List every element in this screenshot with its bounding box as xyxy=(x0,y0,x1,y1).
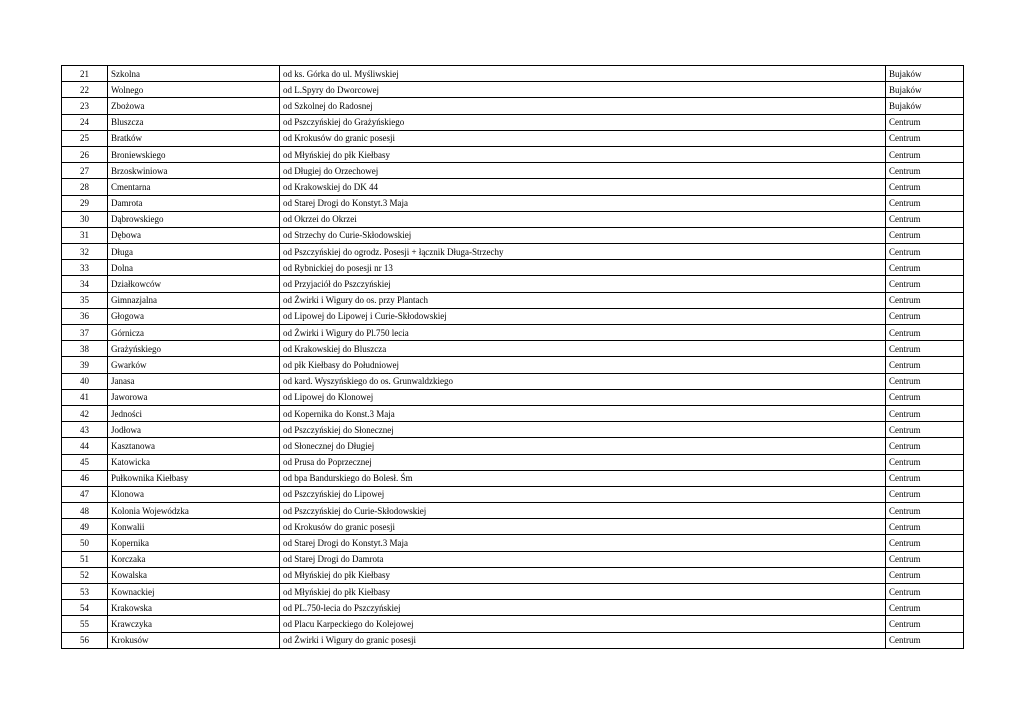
table-row xyxy=(62,616,964,632)
district-cell: Centrum xyxy=(886,325,964,341)
street-range-cell: od Placu Karpeckiego do Kolejowej xyxy=(280,616,886,632)
table-row xyxy=(62,276,964,292)
street-name-cell: Kownackiej xyxy=(108,584,280,600)
district-cell: Centrum xyxy=(886,438,964,454)
table-row xyxy=(62,405,964,421)
street-name-cell: Klonowa xyxy=(108,486,280,502)
district-cell: Bujaków xyxy=(886,82,964,98)
district-cell: Centrum xyxy=(886,195,964,211)
street-range-cell: od Pszczyńskiej do Słonecznej xyxy=(280,422,886,438)
street-name-cell: Krokusów xyxy=(108,632,280,648)
row-number-cell: 47 xyxy=(62,486,108,502)
street-name-cell: Grażyńskiego xyxy=(108,341,280,357)
row-number-cell: 27 xyxy=(62,163,108,179)
street-range-cell: od Prusa do Poprzecznej xyxy=(280,454,886,470)
row-number-cell: 53 xyxy=(62,584,108,600)
table-row xyxy=(62,130,964,146)
row-number-cell: 21 xyxy=(62,66,108,82)
table-row xyxy=(62,66,964,82)
street-range-cell: od Młyńskiej do płk Kiełbasy xyxy=(280,146,886,162)
district-cell: Centrum xyxy=(886,276,964,292)
row-number-cell: 37 xyxy=(62,325,108,341)
row-number-cell: 34 xyxy=(62,276,108,292)
row-number-cell: 24 xyxy=(62,114,108,130)
street-name-cell: Gimnazjalna xyxy=(108,292,280,308)
street-range-cell: od Pszczyńskiej do Grażyńskiego xyxy=(280,114,886,130)
district-cell: Centrum xyxy=(886,535,964,551)
street-name-cell: Dębowa xyxy=(108,227,280,243)
street-range-cell: od Lipowej do Lipowej i Curie-Skłodowskiej xyxy=(280,308,886,324)
district-cell: Bujaków xyxy=(886,66,964,82)
table-row xyxy=(62,179,964,195)
row-number-cell: 28 xyxy=(62,179,108,195)
table-row xyxy=(62,227,964,243)
district-cell: Centrum xyxy=(886,486,964,502)
row-number-cell: 29 xyxy=(62,195,108,211)
row-number-cell: 26 xyxy=(62,146,108,162)
row-number-cell: 52 xyxy=(62,567,108,583)
district-cell: Centrum xyxy=(886,616,964,632)
district-cell: Centrum xyxy=(886,422,964,438)
table-row xyxy=(62,325,964,341)
street-range-cell: od Krakowskiej do Bluszcza xyxy=(280,341,886,357)
street-name-cell: Damrota xyxy=(108,195,280,211)
street-name-cell: Działkowców xyxy=(108,276,280,292)
street-name-cell: Głogowa xyxy=(108,308,280,324)
row-number-cell: 50 xyxy=(62,535,108,551)
table-row xyxy=(62,503,964,519)
street-range-cell: od L.Spyry do Dworcowej xyxy=(280,82,886,98)
row-number-cell: 25 xyxy=(62,130,108,146)
district-cell: Centrum xyxy=(886,227,964,243)
district-cell: Centrum xyxy=(886,163,964,179)
district-cell: Centrum xyxy=(886,179,964,195)
district-cell: Centrum xyxy=(886,130,964,146)
district-cell: Centrum xyxy=(886,244,964,260)
district-cell: Centrum xyxy=(886,211,964,227)
row-number-cell: 43 xyxy=(62,422,108,438)
row-number-cell: 35 xyxy=(62,292,108,308)
row-number-cell: 22 xyxy=(62,82,108,98)
table-row xyxy=(62,567,964,583)
street-name-cell: Kasztanowa xyxy=(108,438,280,454)
row-number-cell: 48 xyxy=(62,503,108,519)
row-number-cell: 41 xyxy=(62,389,108,405)
district-cell: Centrum xyxy=(886,600,964,616)
table-row xyxy=(62,82,964,98)
row-number-cell: 56 xyxy=(62,632,108,648)
street-name-cell: Dolna xyxy=(108,260,280,276)
table-row xyxy=(62,163,964,179)
street-range-cell: od Strzechy do Curie-Skłodowskiej xyxy=(280,227,886,243)
district-cell: Centrum xyxy=(886,146,964,162)
streets-table xyxy=(61,65,964,649)
row-number-cell: 30 xyxy=(62,211,108,227)
street-name-cell: Jaworowa xyxy=(108,389,280,405)
table-row xyxy=(62,600,964,616)
street-name-cell: Bluszcza xyxy=(108,114,280,130)
street-name-cell: Górnicza xyxy=(108,325,280,341)
table-row xyxy=(62,584,964,600)
street-range-cell: od Żwirki i Wigury do os. przy Plantach xyxy=(280,292,886,308)
table-row xyxy=(62,551,964,567)
street-range-cell: od Pszczyńskiej do Lipowej xyxy=(280,486,886,502)
district-cell: Centrum xyxy=(886,389,964,405)
table-row xyxy=(62,292,964,308)
district-cell: Centrum xyxy=(886,470,964,486)
street-range-cell: od ks. Górka do ul. Myśliwskiej xyxy=(280,66,886,82)
street-range-cell: od Żwirki i Wigury do granic posesji xyxy=(280,632,886,648)
street-name-cell: Jedności xyxy=(108,405,280,421)
district-cell: Centrum xyxy=(886,357,964,373)
table-row xyxy=(62,260,964,276)
district-cell: Centrum xyxy=(886,114,964,130)
row-number-cell: 51 xyxy=(62,551,108,567)
street-name-cell: Gwarków xyxy=(108,357,280,373)
street-range-cell: od Lipowej do Klonowej xyxy=(280,389,886,405)
street-range-cell: od PL.750-lecia do Pszczyńskiej xyxy=(280,600,886,616)
district-cell: Centrum xyxy=(886,567,964,583)
street-range-cell: od kard. Wyszyńskiego do os. Grunwaldzkiego xyxy=(280,373,886,389)
street-name-cell: Cmentarna xyxy=(108,179,280,195)
street-name-cell: Kopernika xyxy=(108,535,280,551)
table-row xyxy=(62,114,964,130)
district-cell: Bujaków xyxy=(886,98,964,114)
row-number-cell: 46 xyxy=(62,470,108,486)
row-number-cell: 33 xyxy=(62,260,108,276)
street-range-cell: od Pszczyńskiej do ogrodz. Posesji + łącznik Długa-Strzechy xyxy=(280,244,886,260)
table-row xyxy=(62,308,964,324)
table-row xyxy=(62,146,964,162)
table-row xyxy=(62,454,964,470)
row-number-cell: 39 xyxy=(62,357,108,373)
street-name-cell: Korczaka xyxy=(108,551,280,567)
table-row xyxy=(62,389,964,405)
street-name-cell: Kowalska xyxy=(108,567,280,583)
street-range-cell: od Długiej do Orzechowej xyxy=(280,163,886,179)
table-row xyxy=(62,535,964,551)
street-range-cell: od Słonecznej do Długiej xyxy=(280,438,886,454)
street-name-cell: Bratków xyxy=(108,130,280,146)
street-range-cell: od Żwirki i Wigury do Pl.750 lecia xyxy=(280,325,886,341)
street-name-cell: Pułkownika Kiełbasy xyxy=(108,470,280,486)
street-name-cell: Szkolna xyxy=(108,66,280,82)
street-name-cell: Wolnego xyxy=(108,82,280,98)
table-row xyxy=(62,341,964,357)
table-row xyxy=(62,244,964,260)
district-cell: Centrum xyxy=(886,308,964,324)
district-cell: Centrum xyxy=(886,260,964,276)
table-row xyxy=(62,470,964,486)
street-name-cell: Konwalii xyxy=(108,519,280,535)
street-range-cell: od Pszczyńskiej do Curie-Skłodowskiej xyxy=(280,503,886,519)
street-name-cell: Długa xyxy=(108,244,280,260)
district-cell: Centrum xyxy=(886,584,964,600)
street-name-cell: Kolonia Wojewódzka xyxy=(108,503,280,519)
row-number-cell: 23 xyxy=(62,98,108,114)
district-cell: Centrum xyxy=(886,632,964,648)
table-row xyxy=(62,632,964,648)
table-row xyxy=(62,195,964,211)
district-cell: Centrum xyxy=(886,292,964,308)
table-row xyxy=(62,486,964,502)
street-range-cell: od Starej Drogi do Konstyt.3 Maja xyxy=(280,535,886,551)
row-number-cell: 55 xyxy=(62,616,108,632)
street-range-cell: od Młyńskiej do płk Kiełbasy xyxy=(280,567,886,583)
street-name-cell: Katowicka xyxy=(108,454,280,470)
street-name-cell: Krawczyka xyxy=(108,616,280,632)
street-range-cell: od Kopernika do Konst.3 Maja xyxy=(280,405,886,421)
district-cell: Centrum xyxy=(886,341,964,357)
street-name-cell: Zbożowa xyxy=(108,98,280,114)
table-row xyxy=(62,211,964,227)
row-number-cell: 31 xyxy=(62,227,108,243)
table-row xyxy=(62,438,964,454)
table-row xyxy=(62,373,964,389)
district-cell: Centrum xyxy=(886,373,964,389)
district-cell: Centrum xyxy=(886,405,964,421)
row-number-cell: 36 xyxy=(62,308,108,324)
street-name-cell: Brzoskwiniowa xyxy=(108,163,280,179)
row-number-cell: 54 xyxy=(62,600,108,616)
district-cell: Centrum xyxy=(886,503,964,519)
street-range-cell: od Starej Drogi do Damrota xyxy=(280,551,886,567)
row-number-cell: 44 xyxy=(62,438,108,454)
street-range-cell: od płk Kiełbasy do Południowej xyxy=(280,357,886,373)
street-name-cell: Dąbrowskiego xyxy=(108,211,280,227)
district-cell: Centrum xyxy=(886,454,964,470)
row-number-cell: 45 xyxy=(62,454,108,470)
street-name-cell: Jodłowa xyxy=(108,422,280,438)
table-row xyxy=(62,422,964,438)
streets-table-body xyxy=(62,66,964,649)
street-name-cell: Broniewskiego xyxy=(108,146,280,162)
table-row xyxy=(62,519,964,535)
street-range-cell: od Szkolnej do Radosnej xyxy=(280,98,886,114)
street-range-cell: od Starej Drogi do Konstyt.3 Maja xyxy=(280,195,886,211)
table-row xyxy=(62,98,964,114)
street-range-cell: od Krakowskiej do DK 44 xyxy=(280,179,886,195)
row-number-cell: 32 xyxy=(62,244,108,260)
street-range-cell: od Krokusów do granic posesji xyxy=(280,519,886,535)
street-range-cell: od bpa Bandurskiego do Bolesł. Śm xyxy=(280,470,886,486)
street-name-cell: Janasa xyxy=(108,373,280,389)
street-range-cell: od Młyńskiej do płk Kiełbasy xyxy=(280,584,886,600)
street-range-cell: od Okrzei do Okrzei xyxy=(280,211,886,227)
district-cell: Centrum xyxy=(886,519,964,535)
row-number-cell: 40 xyxy=(62,373,108,389)
row-number-cell: 49 xyxy=(62,519,108,535)
row-number-cell: 42 xyxy=(62,405,108,421)
street-name-cell: Krakowska xyxy=(108,600,280,616)
row-number-cell: 38 xyxy=(62,341,108,357)
district-cell: Centrum xyxy=(886,551,964,567)
street-range-cell: od Przyjaciół do Pszczyńskiej xyxy=(280,276,886,292)
table-row xyxy=(62,357,964,373)
street-range-cell: od Rybnickiej do posesji nr 13 xyxy=(280,260,886,276)
street-range-cell: od Krokusów do granic posesji xyxy=(280,130,886,146)
